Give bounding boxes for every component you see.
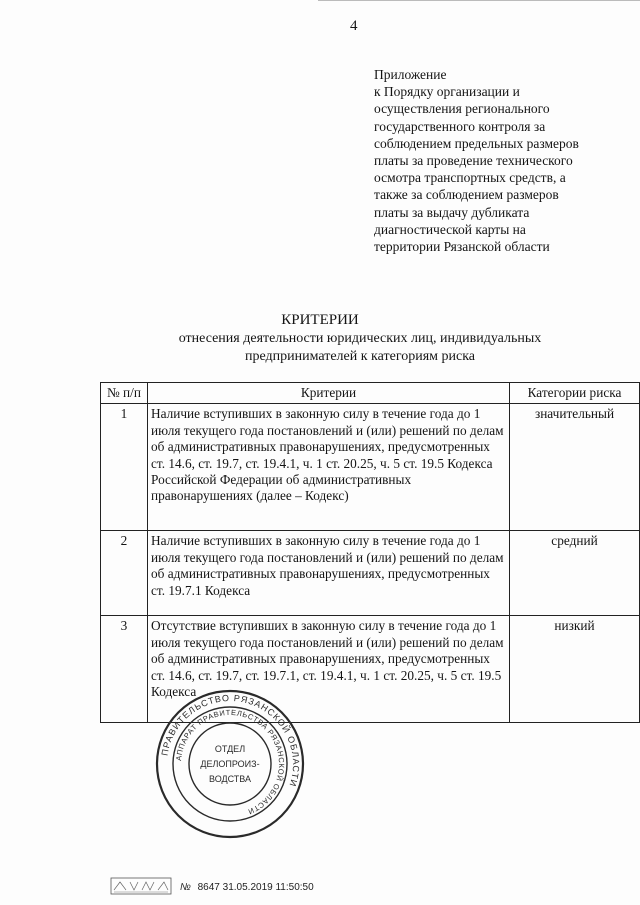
number-sign: № [180,882,191,893]
subtitle-line-2: предпринимателей к категориям риска [244,349,476,364]
seal-outer-text: ПРАВИТЕЛЬСТВО РЯЗАНСКОЙ ОБЛАСТИ [159,692,302,789]
appendix-line: также за соблюдением размеров [374,187,559,203]
header-criteria: Критерии [148,383,510,404]
header-category: Категории риска [510,383,640,404]
row-category: значительный [510,404,640,531]
row-number: 2 [101,531,148,616]
registration-footer [180,882,314,893]
seal-center-line: ДЕЛОПРОИЗ- [200,759,260,769]
registration-timestamp: 31.05.2019 11:50:50 [222,882,314,893]
appendix-line: платы за выдачу дубликата [374,204,530,220]
appendix-line: к Порядку организации и [374,84,520,100]
row-number: 3 [101,616,148,723]
appendix-line: диагностической карты на [374,221,526,237]
appendix-line: государственного контроля за [374,118,546,134]
document-subtitle [120,330,600,366]
document-title: КРИТЕРИИ [281,312,359,328]
appendix-block [374,66,634,255]
document-number: 8647 [197,882,220,893]
appendix-line: территории Рязанской области [374,239,550,255]
appendix-line: Приложение [374,67,447,82]
registry-stamp-icon [110,874,172,898]
row-number: 1 [101,404,148,531]
appendix-line: соблюдением предельных размеров [374,135,579,151]
appendix-line: осмотра транспортных средств, а [374,170,566,186]
official-seal [154,688,306,840]
seal-inner-text: АППАРАТ ПРАВИТЕЛЬСТВА РЯЗАНСКОЙ ОБЛАСТИ [174,707,287,817]
row-category: средний [510,531,640,616]
table-row [101,404,640,531]
appendix-line: платы за проведение технического [374,153,573,169]
criteria-table [100,382,640,723]
table-header-row [101,383,640,404]
table-row [101,531,640,616]
page-number: 4 [350,18,358,34]
appendix-line: осуществления регионального [374,101,550,117]
row-criteria: Отсутствие вступивших в законную силу в течение года до 1 июля текущего года постановлений и (или) решений по делам об административных правонарушениях, предусмотренных ст. 14.6, ст. 19.7, ст. 19.7.1, ст. 19.4.1, ч. 1 ст. 20.25, ч. 5 ст. 19.5 Кодекса [148,616,510,723]
row-category: низкий [510,616,640,723]
subtitle-line-1: отнесения деятельности юридических лиц, индивидуальных [178,331,542,346]
row-criteria: Наличие вступивших в законную силу в течение года до 1 июля текущего года постановлений и (или) решений по делам об административных правонарушениях, предусмотренных ст. 19.7.1 Кодекса [148,531,510,616]
row-criteria: Наличие вступивших в законную силу в течение года до 1 июля текущего года постановлений и (или) решений по делам об административных правонарушениях, предусмотренных ст. 14.6, ст. 19.7, ст. 19.4.1, ч. 1 ст. 20.25, ч. 5 ст. 19.5 Кодекса Российской Федерации об административных правонарушениях (далее – Кодекс) [148,404,510,531]
scan-edge-line [318,0,640,1]
header-number: № п/п [101,383,148,404]
seal-center-line: ОТДЕЛ [214,744,246,754]
seal-center-line: ВОДСТВА [208,774,252,784]
